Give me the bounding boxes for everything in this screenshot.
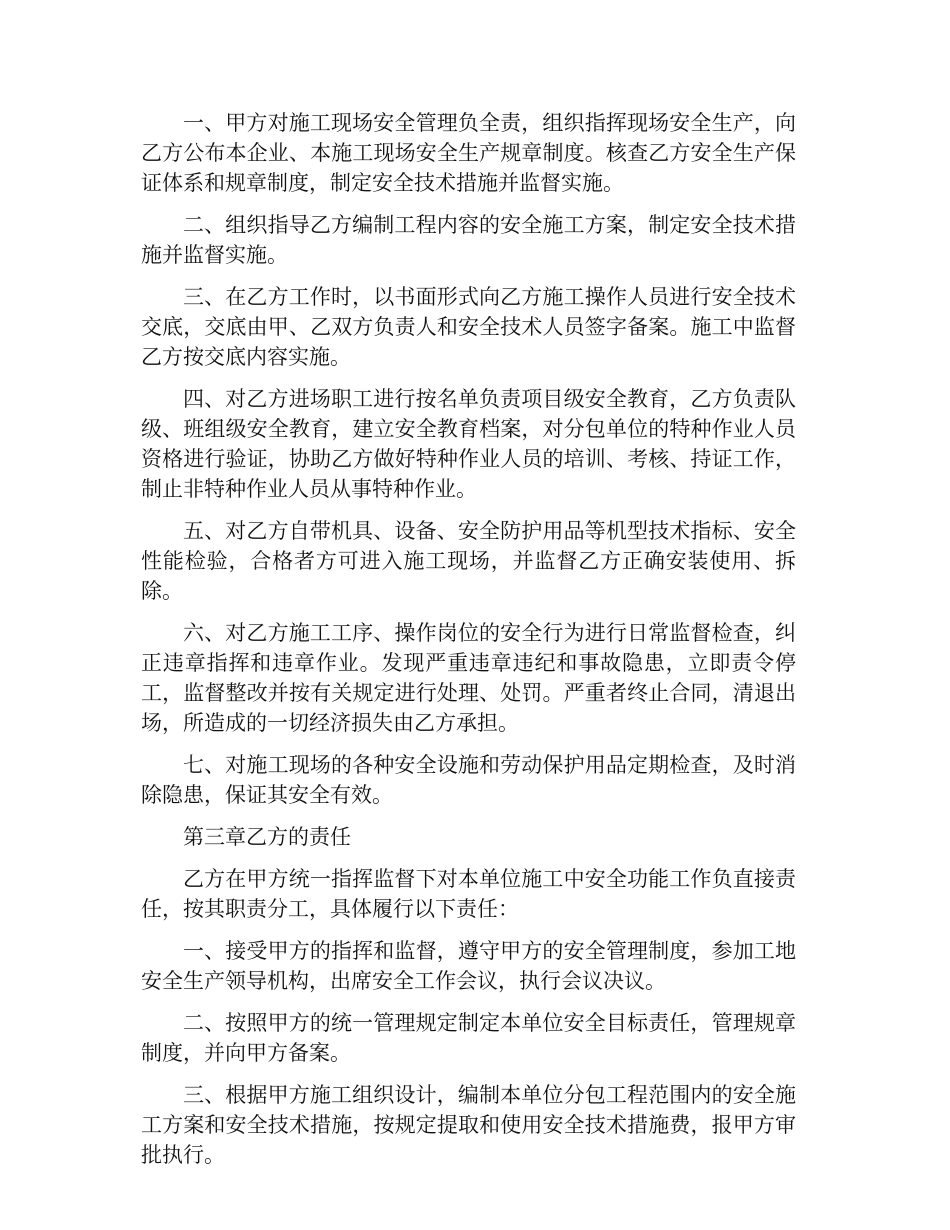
paragraph-party-a-duty-4: 四、对乙方进场职工进行按名单负责项目级安全教育，乙方负责队级、班组级安全教育，建立安全教育档案，对分包单位的特种作业人员资格进行验证，协助乙方做好特种作业人员的培训、考核、持证工作，制止非特种作业人员从事特种作业。 [141, 387, 796, 501]
paragraph-party-a-duty-3: 三、在乙方工作时，以书面形式向乙方施工操作人员进行安全技术交底，交底由甲、乙双方负责人和安全技术人员签字备案。施工中监督乙方按交底内容实施。 [141, 285, 796, 369]
paragraph-party-b-duty-1: 一、接受甲方的指挥和监督，遵守甲方的安全管理制度，参加工地安全生产领导机构，出席安全工作会议，执行会议决议。 [141, 939, 796, 993]
paragraph-party-a-duty-5: 五、对乙方自带机具、设备、安全防护用品等机型技术指标、安全性能检验，合格者方可进入施工现场，并监督乙方正确安装使用、拆除。 [141, 519, 796, 603]
document-page [141, 108, 796, 1182]
paragraph-party-a-duty-1: 一、甲方对施工现场安全管理负全责，组织指挥现场安全生产，向乙方公布本企业、本施工现场安全生产规章制度。核查乙方安全生产保证体系和规章制度，制定安全技术措施并监督实施。 [141, 111, 796, 195]
paragraph-party-b-duty-2: 二、按照甲方的统一管理规定制定本单位安全目标责任，管理规章制度，并向甲方备案。 [141, 1011, 796, 1065]
paragraph-party-a-duty-7: 七、对施工现场的各种安全设施和劳动保护用品定期检查，及时消除隐患，保证其安全有效。 [141, 753, 796, 807]
paragraph-party-b-intro: 乙方在甲方统一指挥监督下对本单位施工中安全功能工作负直接责任，按其职责分工，具体履行以下责任： [141, 867, 796, 921]
paragraph-party-a-duty-2: 二、组织指导乙方编制工程内容的安全施工方案，制定安全技术措施并监督实施。 [141, 213, 796, 267]
paragraph-party-b-duty-3: 三、根据甲方施工组织设计，编制本单位分包工程范围内的安全施工方案和安全技术措施，按规定提取和使用安全技术措施费，报甲方审批执行。 [141, 1083, 796, 1167]
chapter-heading: 第三章乙方的责任 [183, 825, 351, 849]
paragraph-party-a-duty-6: 六、对乙方施工工序、操作岗位的安全行为进行日常监督检查，纠正违章指挥和违章作业。发现严重违章违纪和事故隐患，立即责令停工，监督整改并按有关规定进行处理、处罚。严重者终止合同，清退出场，所造成的一切经济损失由乙方承担。 [141, 621, 796, 735]
